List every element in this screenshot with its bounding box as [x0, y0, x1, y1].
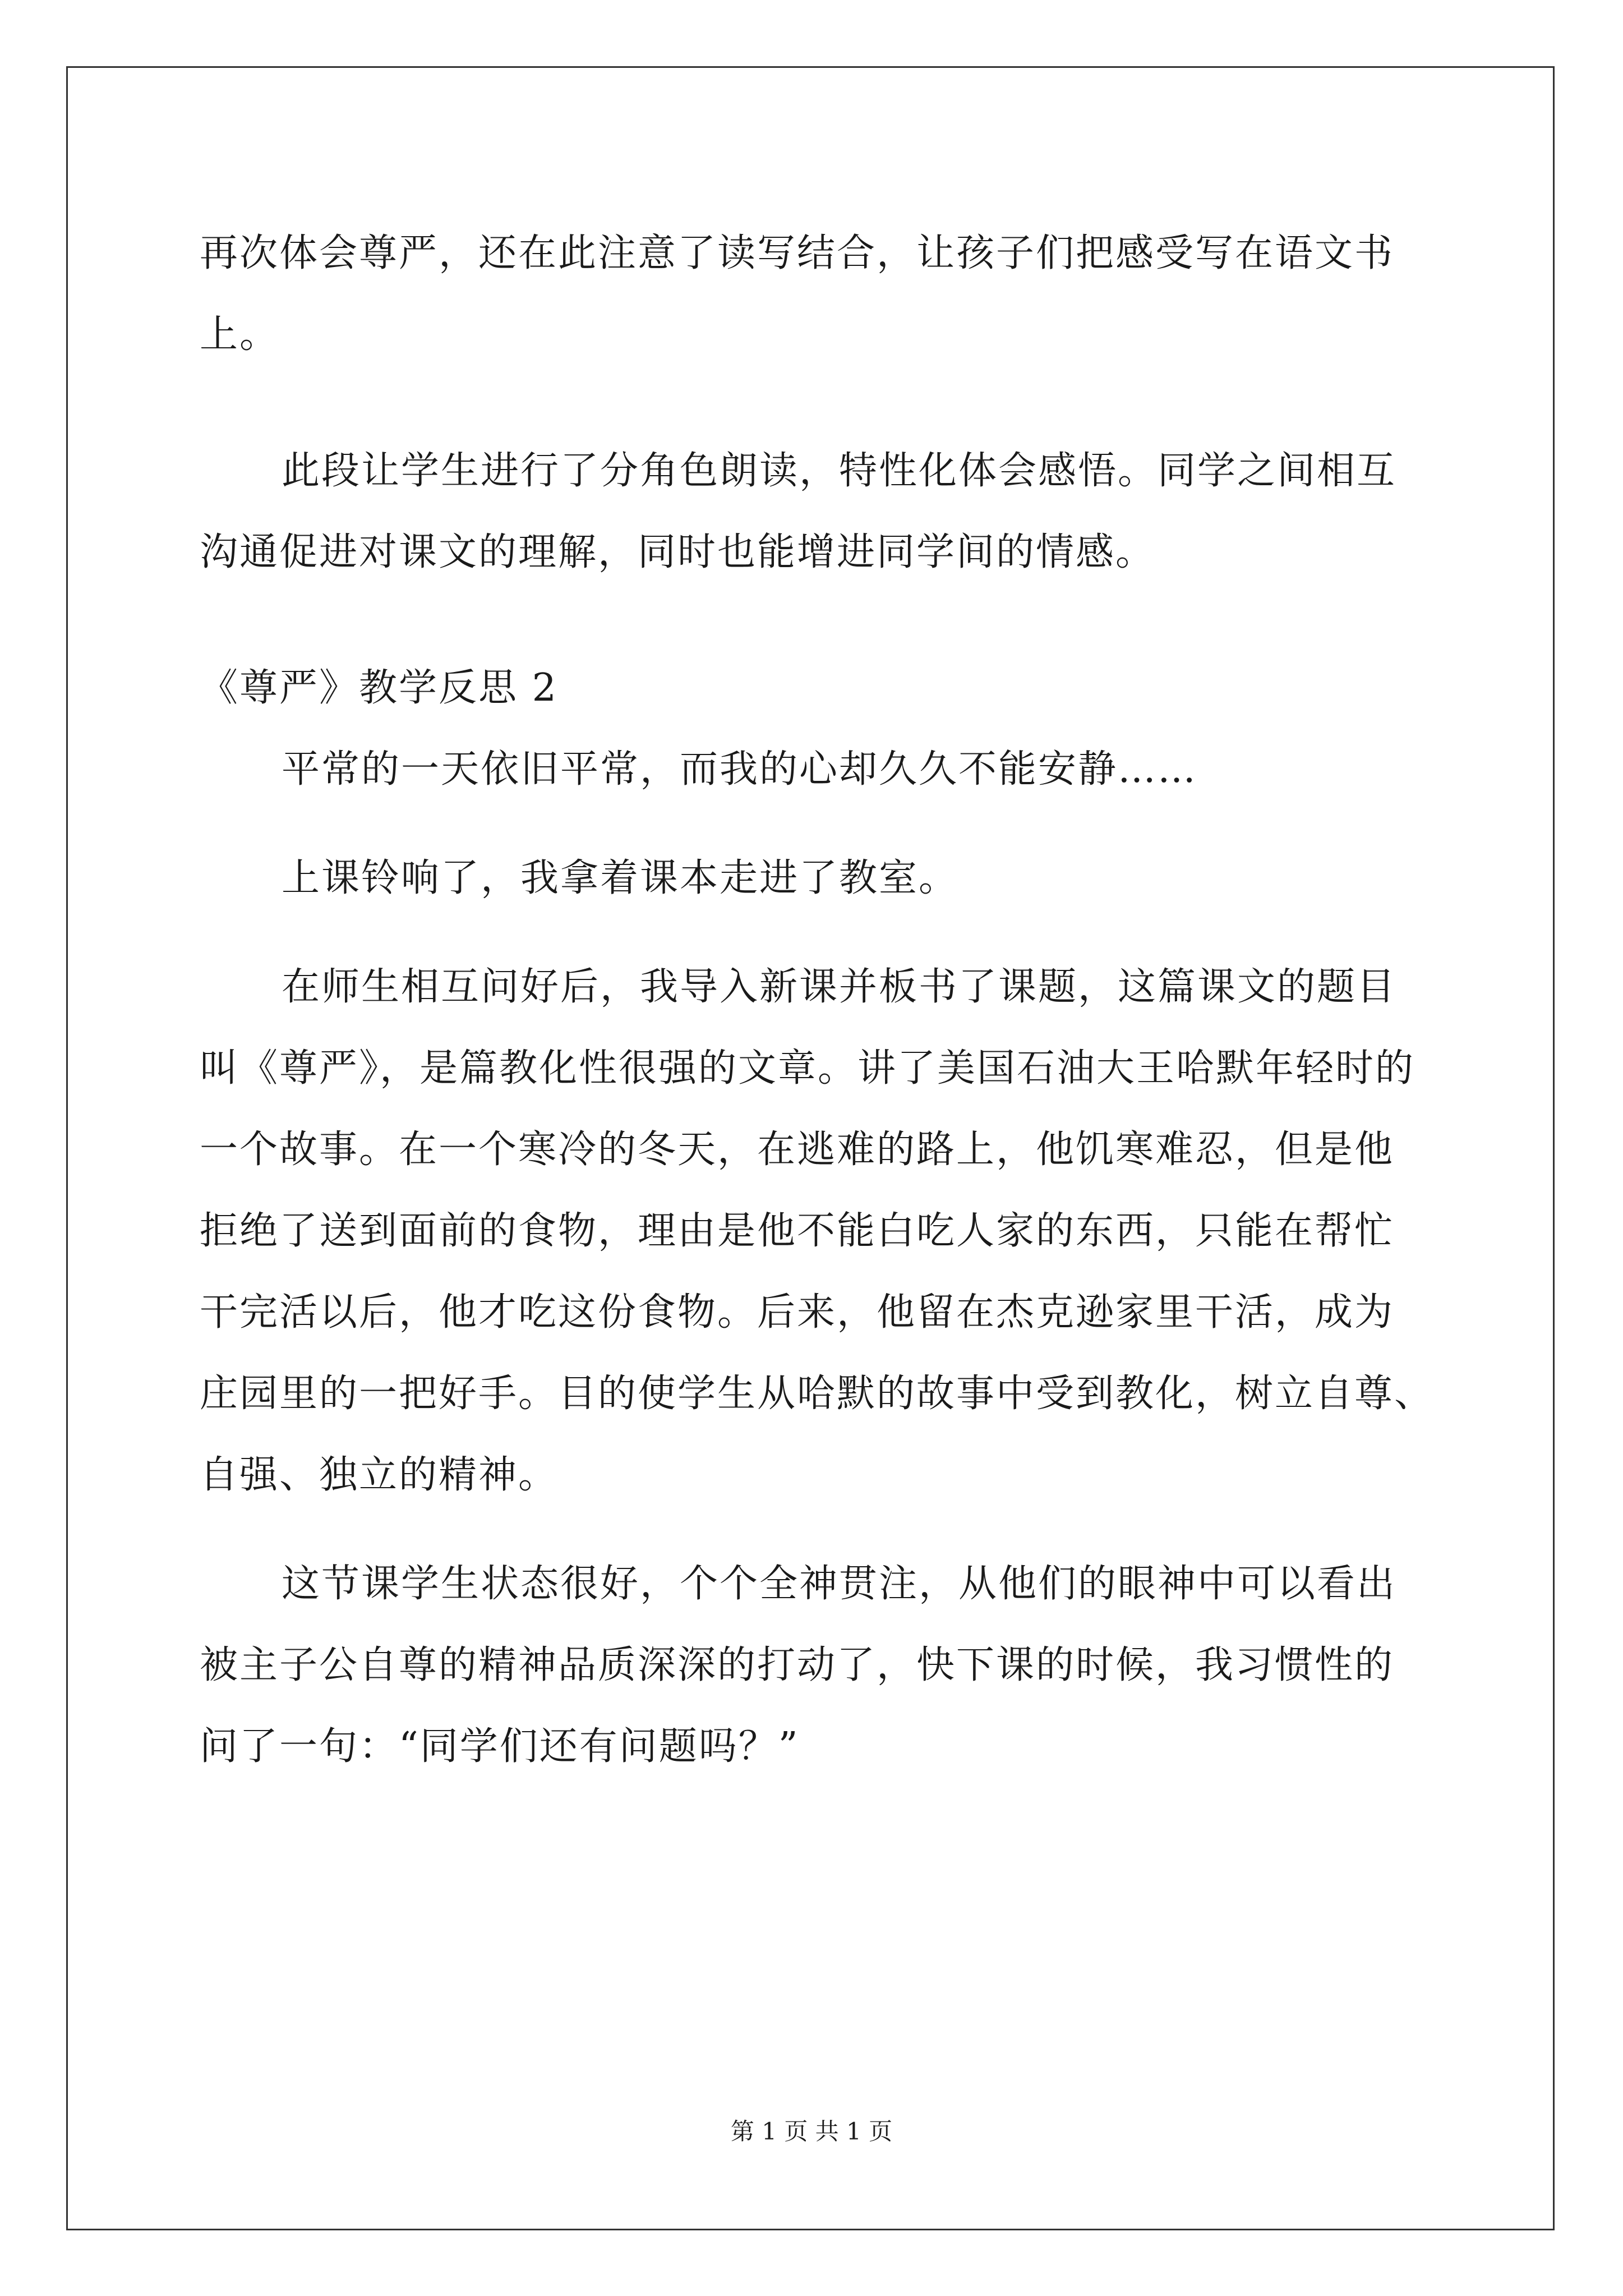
text-line: 沟通促进对课文的理解，同时也能增进同学间的情感。 [200, 530, 1156, 574]
paragraph-start: 此段让学生进行了分角色朗读，特性化体会感悟。同学之间相互 [282, 449, 1397, 493]
paragraph-start: 平常的一天依旧平常，而我的心却久久不能安静…… [282, 747, 1198, 792]
text-line: 再次体会尊严，还在此注意了读写结合，让孩子们把感受写在语文书 [200, 231, 1395, 275]
paragraph-start: 上课铃响了，我拿着课本走进了教室。 [282, 856, 959, 900]
paragraph-start: 这节课学生状态很好，个个全神贯注，从他们的眼神中可以看出 [282, 1562, 1397, 1606]
text-line: 干完活以后，他才吃这份食物。后来，他留在杰克逊家里干活，成为 [200, 1290, 1395, 1335]
text-line: 庄园里的一把好手。目的使学生从哈默的故事中受到教化，树立自尊、 [200, 1372, 1435, 1416]
section-heading: 《尊严》教学反思 2 [200, 666, 558, 710]
paragraph-start: 在师生相互问好后，我导入新课并板书了课题，这篇课文的题目 [282, 965, 1397, 1009]
page-footer: 第 1 页 共 1 页 [730, 2118, 893, 2145]
text-line: 被主子公自尊的精神品质深深的打动了，快下课的时候，我习惯性的 [200, 1643, 1395, 1687]
text-line: 一个故事。在一个寒冷的冬天，在逃难的路上，他饥寒难忍，但是他 [200, 1128, 1395, 1172]
text-line: 问了一句：“同学们还有问题吗？” [200, 1724, 800, 1769]
text-line: 拒绝了送到面前的食物，理由是他不能白吃人家的东西，只能在帮忙 [200, 1209, 1395, 1253]
text-line: 叫《尊严》，是篇教化性很强的文章。讲了美国石油大王哈默年轻时的 [200, 1046, 1415, 1091]
text-line: 上。 [200, 312, 280, 357]
text-line: 自强、独立的精神。 [200, 1453, 559, 1497]
